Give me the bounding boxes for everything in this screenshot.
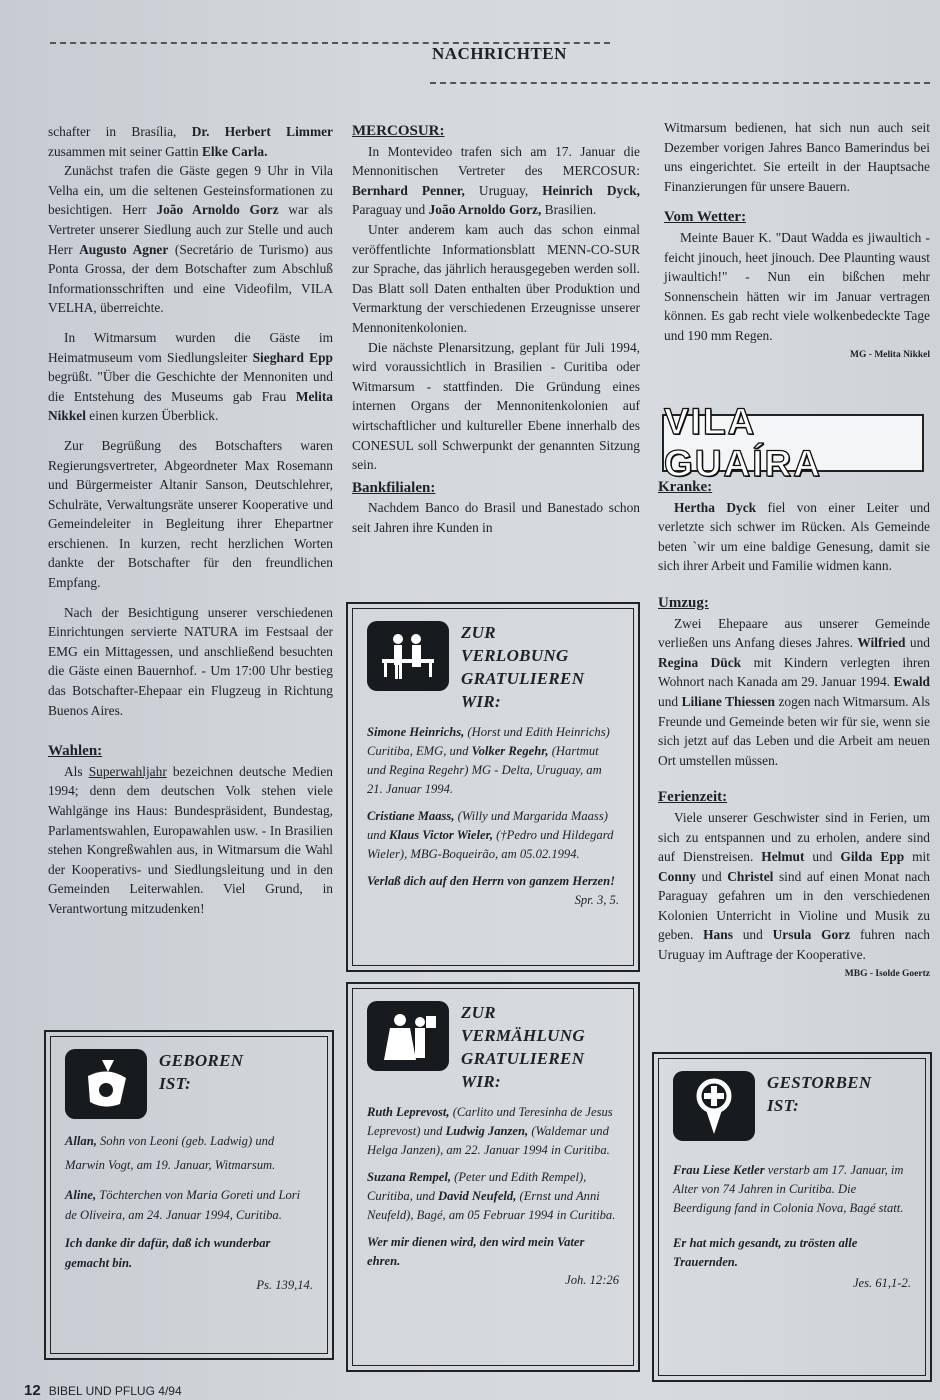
column-middle <box>352 122 640 537</box>
article-text: In Montevideo trafen sich am 17. Januar die Mennonitischen Vertreter des MERCOSUR: Bernhard Penner, Uruguay, Heinrich Dyck, Paraguay und João Arnoldo Gorz, Brasilien. <box>352 143 640 218</box>
announcement-vermaehlung <box>346 982 640 1372</box>
bible-reference: Spr. 3, 5. <box>574 893 619 907</box>
column-right <box>664 118 930 365</box>
article-text: Als Superwahljahr bezeichnen deutsche Medien 1994; denn dem deutschen Volk stehen viele Wahlgänge ins Haus: Bundespräsident, Bundestag, Parlamentswahlen, Europawahlen usw. - In Brasilien stehen Kongreßwahlen aus, in Witmarsum die Wahl der Kooperativs- und Siedlungsleitung und in den Gemeinden Leiterwahlen. Viel Grund, in Verantwortung mitzudenken! <box>48 763 333 916</box>
page-footer <box>24 1382 182 1399</box>
announcement-text: Ruth Leprevost, (Carlito und Teresinha de Jesus Leprevost) und Ludwig Janzen, (Waldemar und Helga Janzen), am 22. Januar 1994 in Curitiba. Suzana Rempel, (Peter und Edith Rempel), Curitiba, und David Neufeld, (Ernst und Anni Neufeld), Bagé, am 05 Februar 1994 in Curitiba. Wer mir dienen wird, den wird mein Vater ehren. Joh. 12:26 <box>367 1103 619 1290</box>
column-right-lower <box>658 478 930 984</box>
article-text: Hertha Dyck fiel von einer Leiter und verletzte sich schwer im Rücken. Als Gemeinde beten `wir um eine baldige Genesung, damit sie sich ihrer Arbeit und Familie widmen kann. <box>658 499 930 574</box>
announcement-title: ZUR VERLOBUNG GRATULIEREN WIR: <box>461 623 585 711</box>
couple-bench-icon <box>367 621 449 691</box>
bible-reference: Ps. 139,14. <box>256 1278 313 1292</box>
cross-wreath-icon <box>673 1071 755 1141</box>
article-text: Zur Begrüßung des Botschafters waren Regierungsvertreter, Abgeordneter Max Rosemann und Bürgermeister Altanir Sanson, Deutschlehrer, Schulräte, Verwaltungsräte unserer Kooperative und Gemeindeleiter in Begleitung ihrer Ehepartner erschienen. In kurzen, recht herzlichen Worten dankte der Botschafter für den freundlichen Empfang. <box>48 437 333 591</box>
article-text: Zwei Ehepaare aus unserer Gemeinde verließen uns Anfang dieses Jahres. Wilfried und Regina Dück mit Kindern verlegten ihren Wohnort nach Kanada am 29. Januar 1994. Ewald und Liliane Thiessen zogen nach Witmarsum. Als Freunde und Gemeinde beten wir für sie, wenn sie sich jetzt auf das Leben und die Arbeit am neuen Ort umstellen müssen. <box>658 615 930 768</box>
heading-bankfilialen: Bankfilialen: <box>352 479 436 496</box>
signature: MG - Melita Nikkel <box>850 349 930 360</box>
bible-reference: Joh. 12:26 <box>565 1273 619 1287</box>
wedding-couple-icon <box>367 1001 449 1071</box>
heading-ferienzeit: Ferienzeit: <box>658 789 728 806</box>
bible-reference: Jes. 61,1-2. <box>852 1276 911 1290</box>
signature: MBG - Isolde Goertz <box>844 968 930 979</box>
heading-kranke: Kranke: <box>658 479 713 495</box>
article-text: Viele unserer Geschwister sind in Ferien, um sich zu entspannen und zu erholen, andere sind auf Dienstreisen. Helmut und Gilda Epp mit Conny und Christel sind auf einen Monat nach Paraguay gefahren um in den verschiedenen Kolonien Unterricht in Violine und Musik zu geben. Hans und Ursula Gorz fuhren nach Uruguay im Auftrage der Kooperative. <box>658 809 930 963</box>
article-text: Die nächste Plenarsitzung, geplant für Juli 1994, wird voraussichtlich in Brasilien - Curitiba oder Witmarsum - stattfinden. Die Gründung eines internen Organs der Mennonitenkolonien auf wirtschaftlicher und kultureller Ebene innerhalb des CONESUL soll Schwerpunkt der genannten Sitzung sein. <box>352 339 640 473</box>
article-text: schafter in Brasília, Dr. Herbert Limmer zusammen mit seiner Gattin Elke Carla. <box>48 124 333 159</box>
announcement-title: ZUR VERMÄHLUNG GRATULIEREN WIR: <box>461 1003 585 1091</box>
heading-wetter: Vom Wetter: <box>664 209 747 226</box>
article-text: Unter anderem kam auch das schon einmal veröffentlichte Informationsblatt MENN-CO-SUR zur Sprache, das jährlich herausgegeben werden soll. Das Blatt soll Daten enthalten über Produktion und Vermarktung der verschiedenen Erzeugnisse unserer Mennonitenkolonien. <box>352 221 640 335</box>
page-number: 12 <box>24 1382 41 1399</box>
announcement-text: Frau Liese Ketler verstarb am 17. Januar, im Alter von 74 Jahren in Curitiba. Die Beerdigung fand in Colonia Nova, Bagé statt. Er hat mich gesandt, zu trösten alle Trauernden. Jes. 61,1-2. <box>673 1161 911 1293</box>
article-text: Zunächst trafen die Gäste gegen 9 Uhr in Vila Velha ein, um die seltenen Gesteinsformationen zu besichtigen. Herr João Arnoldo Gorz war als Vertreter unserer Siedlung auch zur Stelle und auch Herr Augusto Agner (Secretário de Turismo) aus Ponta Grossa, der dem Botschafter zum Abschluß Informationsschriften und eine Videofilm, VILA VELHA, überreichte. <box>48 163 333 316</box>
announcement-title: GESTORBEN IST: <box>767 1073 872 1115</box>
section-title: NACHRICHTEN <box>432 44 567 63</box>
vila-guaira-title: VILA GUAÍRA <box>664 401 822 484</box>
announcement-title: GEBOREN IST: <box>159 1051 244 1093</box>
article-text: In Witmarsum wurden die Gäste im Heimatmuseum vom Siedlungsleiter Sieghard Epp begrüßt. "Über die Geschichte der Mennoniten und die Entstehung des Museums gab Frau Melita Nikkel einen kurzen Überblick. <box>48 329 333 424</box>
announcement-text: Allan, Sohn von Leoni (geb. Ladwig) und Marwin Vogt, am 19. Januar, Witmarsum. Aline, Töchterchen von Maria Goreti und Lori de Oliveira, am 24. Januar 1994, Curitiba. Ich danke dir dafür, daß ich wunderbar gemacht bin. Ps. 139,14. <box>65 1129 313 1297</box>
announcement-gestorben <box>652 1052 932 1382</box>
heading-umzug: Umzug: <box>658 594 709 611</box>
stork-baby-icon <box>65 1049 147 1119</box>
heading-mercosur: MERCOSUR: <box>352 123 445 139</box>
article-text: Nachdem Banco do Brasil und Banestado schon seit Jahren ihre Kunden in <box>352 500 640 535</box>
article-text: Meinte Bauer K. "Daut Wadda es jiwaultich - feicht jinouch, heet jinouch. Dee Plaunting waust jiwaultich!" - Nun ein bißchen mehr Sonnenschein hätten wir im Januar vertragen können. Es gab recht viele wolkenbedeckte Tage und 190 mm Regen. <box>664 229 930 343</box>
heading-wahlen: Wahlen: <box>48 743 103 760</box>
publication-name: BIBEL UND PFLUG 4/94 <box>48 1384 182 1398</box>
article-text: Nach der Besichtigung unserer verschiedenen Einrichtungen servierte NATURA im Festsaal der EMG ein Mittagessen, und anschließend besuchten die Gäste einen Bauernhof. - Um 17:00 Uhr bestieg das Botschafter-Ehepaar ein Flugzeug in Richtung Buenos Aires. <box>48 604 333 718</box>
vila-guaira-banner <box>662 401 924 484</box>
column-left <box>48 122 333 919</box>
announcement-verlobung <box>346 602 640 972</box>
announcement-text: Simone Heinrichs, (Horst und Edith Heinrichs) Curitiba, EMG, und Volker Regehr, (Hartmut und Regina Regehr) MG - Delta, Uruguay, am 21. Januar 1994. Cristiane Maass, (Willy und Margarida Maass) und Klaus Victor Wieler, (†Pedro und Hildegard Wieler), MBG-Boqueirão, am 05.02.1994. Verlaß dich auf den Herrn von ganzem Herzen! Spr. 3, 5. <box>367 723 619 910</box>
announcement-geboren <box>44 1030 334 1360</box>
header-rule-bottom <box>430 82 930 84</box>
article-text: Witmarsum bedienen, hat sich nun auch seit Dezember vorigen Jahres Banco Bamerindus bei uns eingerichtet. Sie erteilt in der Hauptsache Finanzierungen für unsere Bauern. <box>664 120 930 194</box>
